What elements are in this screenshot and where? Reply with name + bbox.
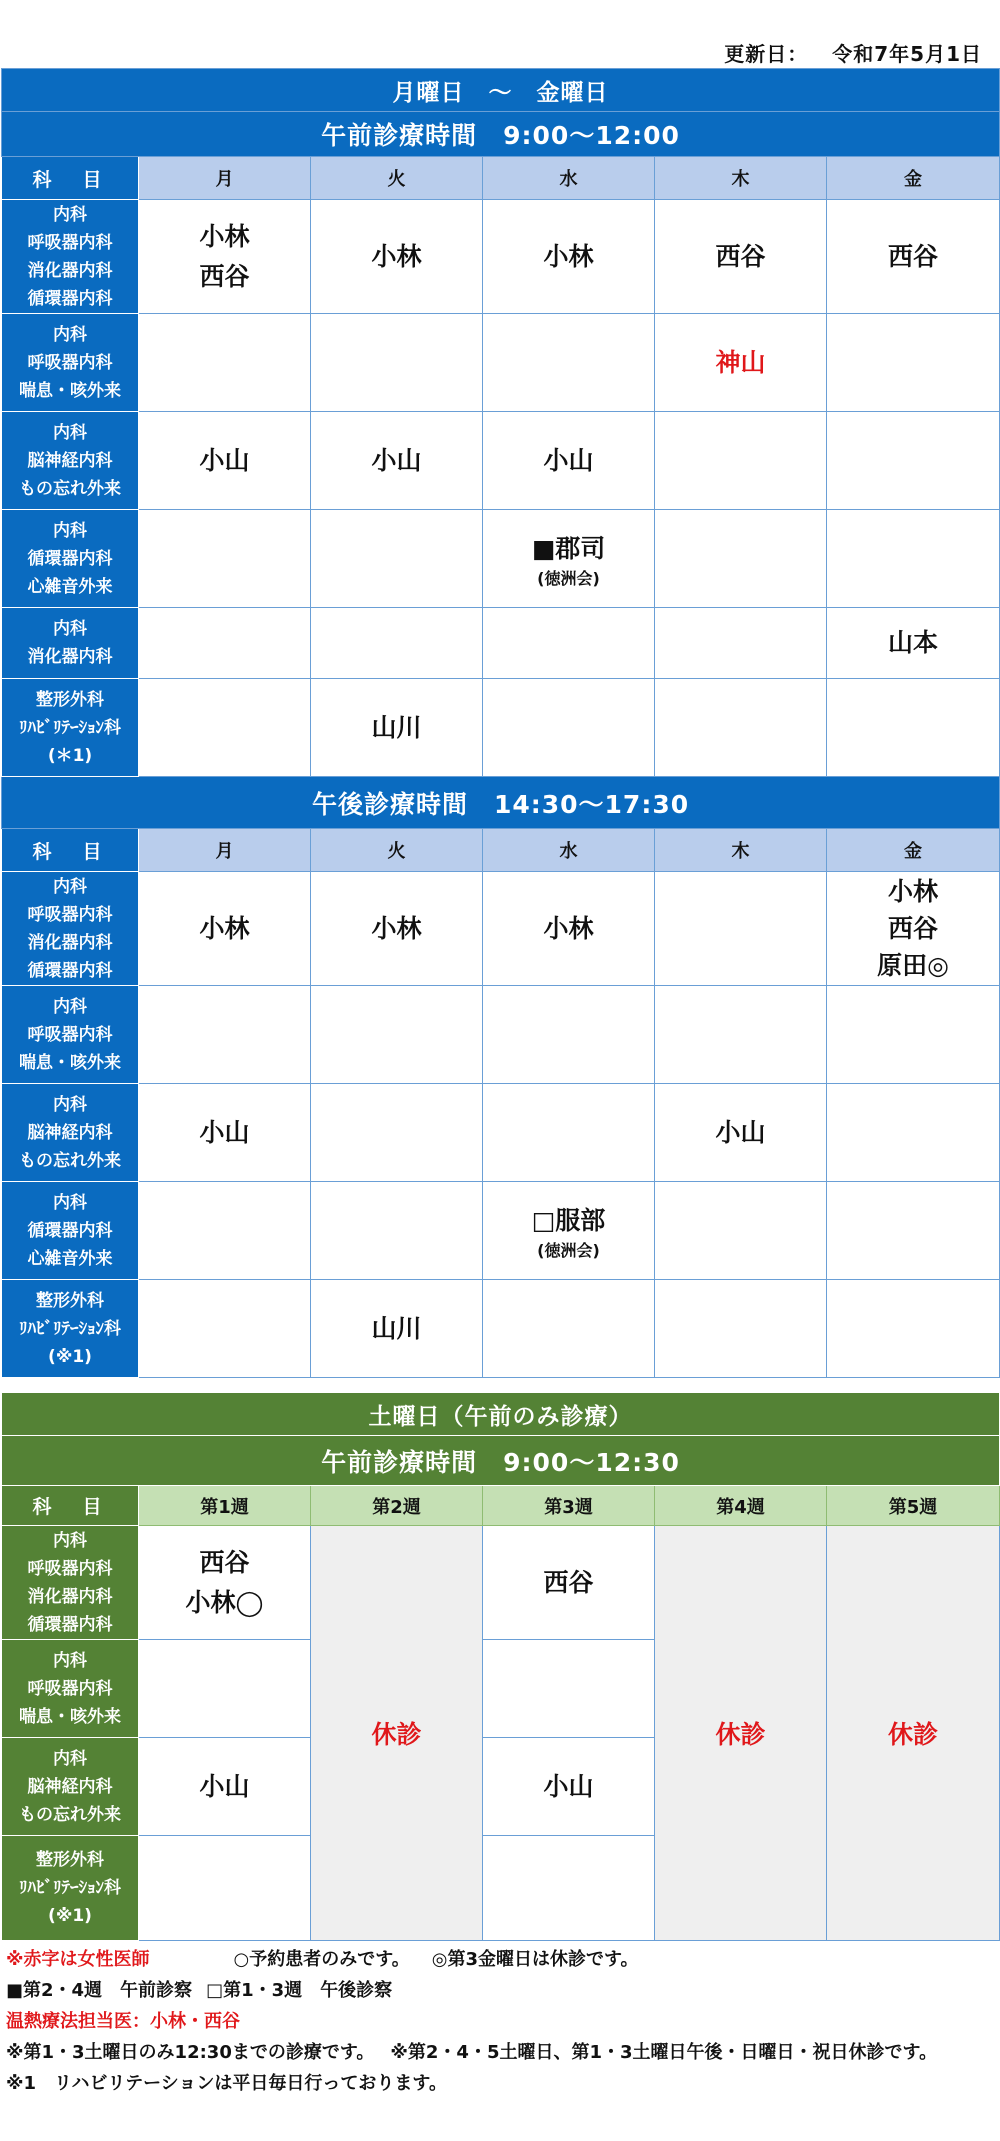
week-header: 第2週: [311, 1486, 483, 1526]
day-header: 火: [311, 829, 483, 872]
day-header: 水: [483, 829, 655, 872]
doctor-cell: [311, 314, 483, 412]
doctor-cell: 西谷: [483, 1526, 655, 1640]
note-weeks-2-4: ■第2・4週 午前診察: [6, 1980, 193, 2001]
doctor-cell: [311, 1182, 483, 1280]
day-header: 金: [827, 829, 1000, 872]
dept-cell: 内科 脳神経内科 もの忘れ外来: [2, 412, 139, 510]
dept-cell: 内科 呼吸器内科 喘息・咳外来: [2, 986, 139, 1084]
week-header: 第4週: [655, 1486, 827, 1526]
subject-header: 科 目: [2, 829, 139, 872]
dept-cell: 内科 循環器内科 心雑音外来: [2, 510, 139, 608]
day-header: 月: [139, 829, 311, 872]
closed-cell: 休診: [655, 1526, 827, 1941]
dept-cell: 整形外科 ﾘﾊﾋﾞﾘﾃｰｼｮﾝ科 (※1): [2, 1836, 139, 1941]
doctor-cell: 小山: [139, 1738, 311, 1836]
doctor-cell: [827, 314, 1000, 412]
note-red-female: ※赤字は女性医師: [6, 1949, 150, 1970]
doctor-cell: 小林: [483, 200, 655, 314]
subject-header: 科 目: [2, 157, 139, 200]
doctor-cell: 小林 西谷 原田◎: [827, 872, 1000, 986]
saturday-am-title: 午前診療時間 9:00〜12:30: [2, 1436, 1000, 1486]
doctor-cell: [483, 1280, 655, 1378]
closed-cell: 休診: [311, 1526, 483, 1941]
dept-cell: 内科 呼吸器内科 消化器内科 循環器内科: [2, 200, 139, 314]
doctor-cell: [483, 1836, 655, 1941]
doctor-cell: 西谷: [827, 200, 1000, 314]
dept-cell: 内科 呼吸器内科 消化器内科 循環器内科: [2, 1526, 139, 1640]
closed-cell: 休診: [827, 1526, 1000, 1941]
doctor-cell: [827, 1084, 1000, 1182]
doctor-cell: [655, 412, 827, 510]
note-weeks-1-3: □第1・3週 午後診察: [206, 1980, 393, 2001]
doctor-cell: □服部 (徳洲会): [483, 1182, 655, 1280]
doctor-cell: [311, 608, 483, 679]
doctor-cell: [827, 1182, 1000, 1280]
doctor-cell: [655, 510, 827, 608]
doctor-cell: [483, 1084, 655, 1182]
doctor-cell: [139, 510, 311, 608]
dept-cell: 内科 消化器内科: [2, 608, 139, 679]
doctor-cell: [483, 608, 655, 679]
dept-cell: 内科 呼吸器内科 消化器内科 循環器内科: [2, 872, 139, 986]
note-reserved: ○予約患者のみです。: [233, 1949, 410, 1970]
week-header: 第5週: [827, 1486, 1000, 1526]
day-header: 火: [311, 157, 483, 200]
doctor-cell: [139, 608, 311, 679]
doctor-cell: [655, 872, 827, 986]
doctor-cell: [483, 986, 655, 1084]
doctor-cell: 小山: [139, 1084, 311, 1182]
week-header: 第1週: [139, 1486, 311, 1526]
weekday-schedule-table: [1, 68, 1000, 1378]
day-header: 金: [827, 157, 1000, 200]
doctor-cell: 小山: [311, 412, 483, 510]
day-header: 月: [139, 157, 311, 200]
doctor-cell: [311, 1084, 483, 1182]
doctor-cell: 小林: [139, 872, 311, 986]
doctor-cell: [483, 1640, 655, 1738]
footnotes: [6, 1944, 996, 2099]
dept-cell: 内科 脳神経内科 もの忘れ外来: [2, 1084, 139, 1182]
day-header: 木: [655, 157, 827, 200]
doctor-cell: [827, 986, 1000, 1084]
doctor-cell: [655, 1280, 827, 1378]
dept-cell: 内科 循環器内科 心雑音外来: [2, 1182, 139, 1280]
doctor-cell: [139, 1182, 311, 1280]
update-info: [724, 38, 982, 67]
doctor-cell: 小山: [655, 1084, 827, 1182]
update-date: 令和7年5月1日: [832, 42, 982, 66]
weekday-pm-title: 午後診療時間 14:30〜17:30: [2, 777, 1000, 829]
doctor-cell: [139, 1836, 311, 1941]
doctor-cell: 小林: [311, 200, 483, 314]
doctor-cell: [827, 412, 1000, 510]
doctor-cell: 山本: [827, 608, 1000, 679]
doctor-cell: [827, 679, 1000, 777]
doctor-cell: 小山: [139, 412, 311, 510]
doctor-cell: 西谷 小林◯: [139, 1526, 311, 1640]
note-closed-days: ※第2・4・5土曜日、第1・3土曜日午後・日曜日・祝日休診です。: [390, 2042, 938, 2063]
weekday-am-title: 午前診療時間 9:00〜12:00: [2, 112, 1000, 157]
update-label: 更新日：: [724, 42, 809, 66]
dept-cell: 内科 脳神経内科 もの忘れ外来: [2, 1738, 139, 1836]
doctor-cell: 山川: [311, 679, 483, 777]
doctor-cell: 西谷: [655, 200, 827, 314]
doctor-cell: 小林: [311, 872, 483, 986]
subject-header: 科 目: [2, 1486, 139, 1526]
doctor-cell: [139, 314, 311, 412]
doctor-cell: 小山: [483, 1738, 655, 1836]
doctor-cell: [827, 1280, 1000, 1378]
doctor-cell: [483, 679, 655, 777]
dept-cell: 整形外科 ﾘﾊﾋﾞﾘﾃｰｼｮﾝ科 (＊1): [2, 679, 139, 777]
saturday-title: 土曜日（午前のみ診療）: [2, 1393, 1000, 1436]
note-saturday-hours: ※第1・3土曜日のみ12:30までの診療です。: [6, 2042, 375, 2063]
doctor-cell: 小山: [483, 412, 655, 510]
day-header: 水: [483, 157, 655, 200]
doctor-cell: [311, 986, 483, 1084]
week-header: 第3週: [483, 1486, 655, 1526]
dept-cell: 内科 呼吸器内科 喘息・咳外来: [2, 314, 139, 412]
doctor-cell: ■郡司 (徳洲会): [483, 510, 655, 608]
note-third-friday: ◎第3金曜日は休診です。: [431, 1949, 639, 1970]
note-rehab: ※1 リハビリテーションは平日毎日行っております。: [6, 2073, 447, 2094]
doctor-cell: [139, 679, 311, 777]
day-header: 木: [655, 829, 827, 872]
doctor-cell: [139, 1640, 311, 1738]
weekday-title: 月曜日 〜 金曜日: [2, 69, 1000, 112]
doctor-cell: 神山: [655, 314, 827, 412]
saturday-schedule-table: [1, 1392, 1000, 1941]
doctor-cell: [655, 1182, 827, 1280]
note-thermal: 温熱療法担当医：小林・西谷: [6, 2011, 240, 2032]
doctor-cell: [139, 986, 311, 1084]
doctor-cell: [827, 510, 1000, 608]
doctor-cell: [655, 608, 827, 679]
doctor-cell: [483, 314, 655, 412]
doctor-cell: 山川: [311, 1280, 483, 1378]
doctor-cell: 小林: [483, 872, 655, 986]
doctor-cell: [311, 510, 483, 608]
doctor-cell: [655, 679, 827, 777]
doctor-cell: [139, 1280, 311, 1378]
doctor-cell: [655, 986, 827, 1084]
dept-cell: 整形外科 ﾘﾊﾋﾞﾘﾃｰｼｮﾝ科 (※1): [2, 1280, 139, 1378]
dept-cell: 内科 呼吸器内科 喘息・咳外来: [2, 1640, 139, 1738]
doctor-cell: 小林 西谷: [139, 200, 311, 314]
